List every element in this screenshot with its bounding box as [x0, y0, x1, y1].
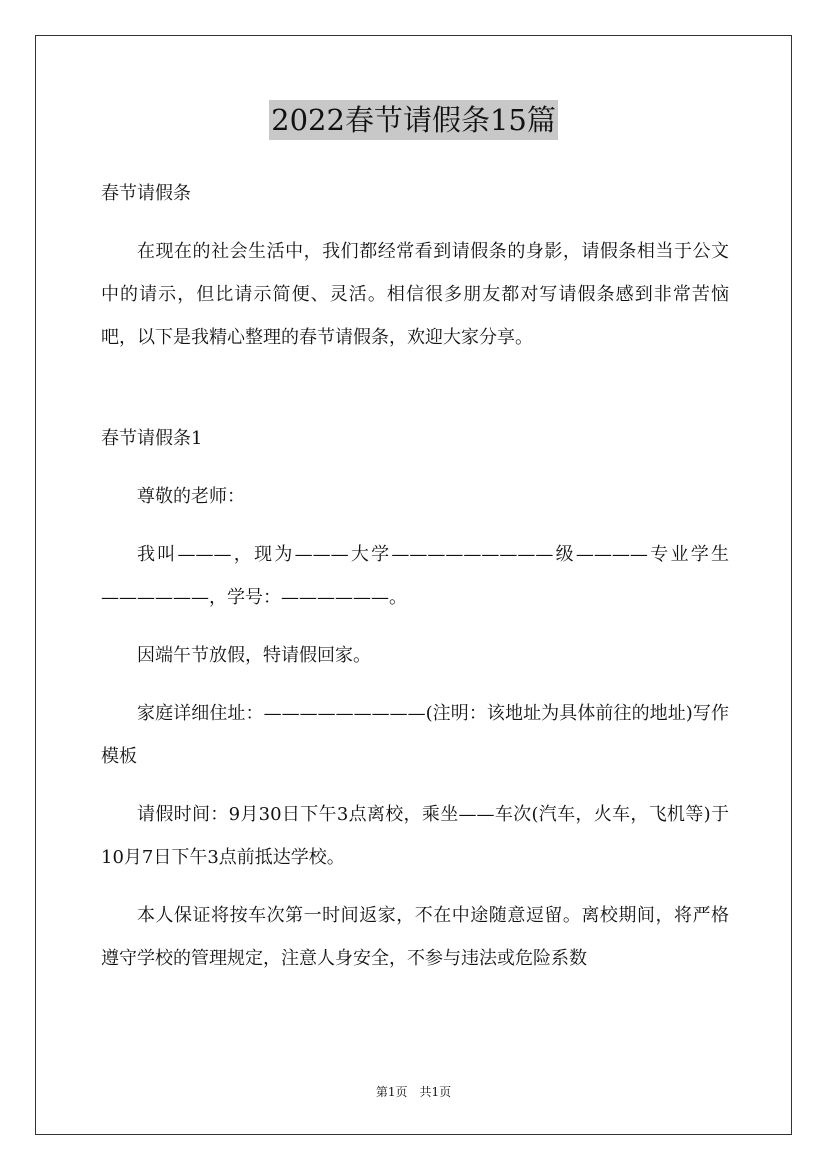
page-footer [0, 1083, 827, 1100]
page-number: 第1页 共1页 [375, 1085, 452, 1099]
name-paragraph: 我叫———，现为———大学—————————级————专业学生——————，学号：——————。 [101, 544, 729, 608]
section-heading: 春节请假条 [101, 183, 191, 204]
paragraph-gap [101, 374, 729, 417]
address-paragraph: 家庭详细住址：—————————(注明：该地址为具体前往的地址)写作模板 [101, 703, 729, 767]
letter-heading: 春节请假条1 [101, 428, 203, 449]
salutation: 尊敬的老师： [137, 486, 245, 507]
promise-paragraph: 本人保证将按车次第一时间返家，不在中途随意逗留。离校期间，将严格遵守学校的管理规定，注意人身安全，不参与违法或危险系数 [101, 905, 729, 969]
document-body [101, 172, 729, 995]
intro-paragraph: 在现在的社会生活中，我们都经常看到请假条的身影，请假条相当于公文中的请示，但比请示简便、灵活。相信很多朋友都对写请假条感到非常苦恼吧，以下是我精心整理的春节请假条，欢迎大家分享。 [101, 241, 729, 348]
document-title: 2022春节请假条15篇 [269, 100, 558, 140]
reason-paragraph: 因端午节放假，特请假回家。 [137, 645, 371, 666]
title-container [0, 100, 827, 140]
time-paragraph: 请假时间：9月30日下午3点离校，乘坐——车次(汽车，火车，飞机等)于10月7日下午3点前抵达学校。 [101, 804, 729, 868]
